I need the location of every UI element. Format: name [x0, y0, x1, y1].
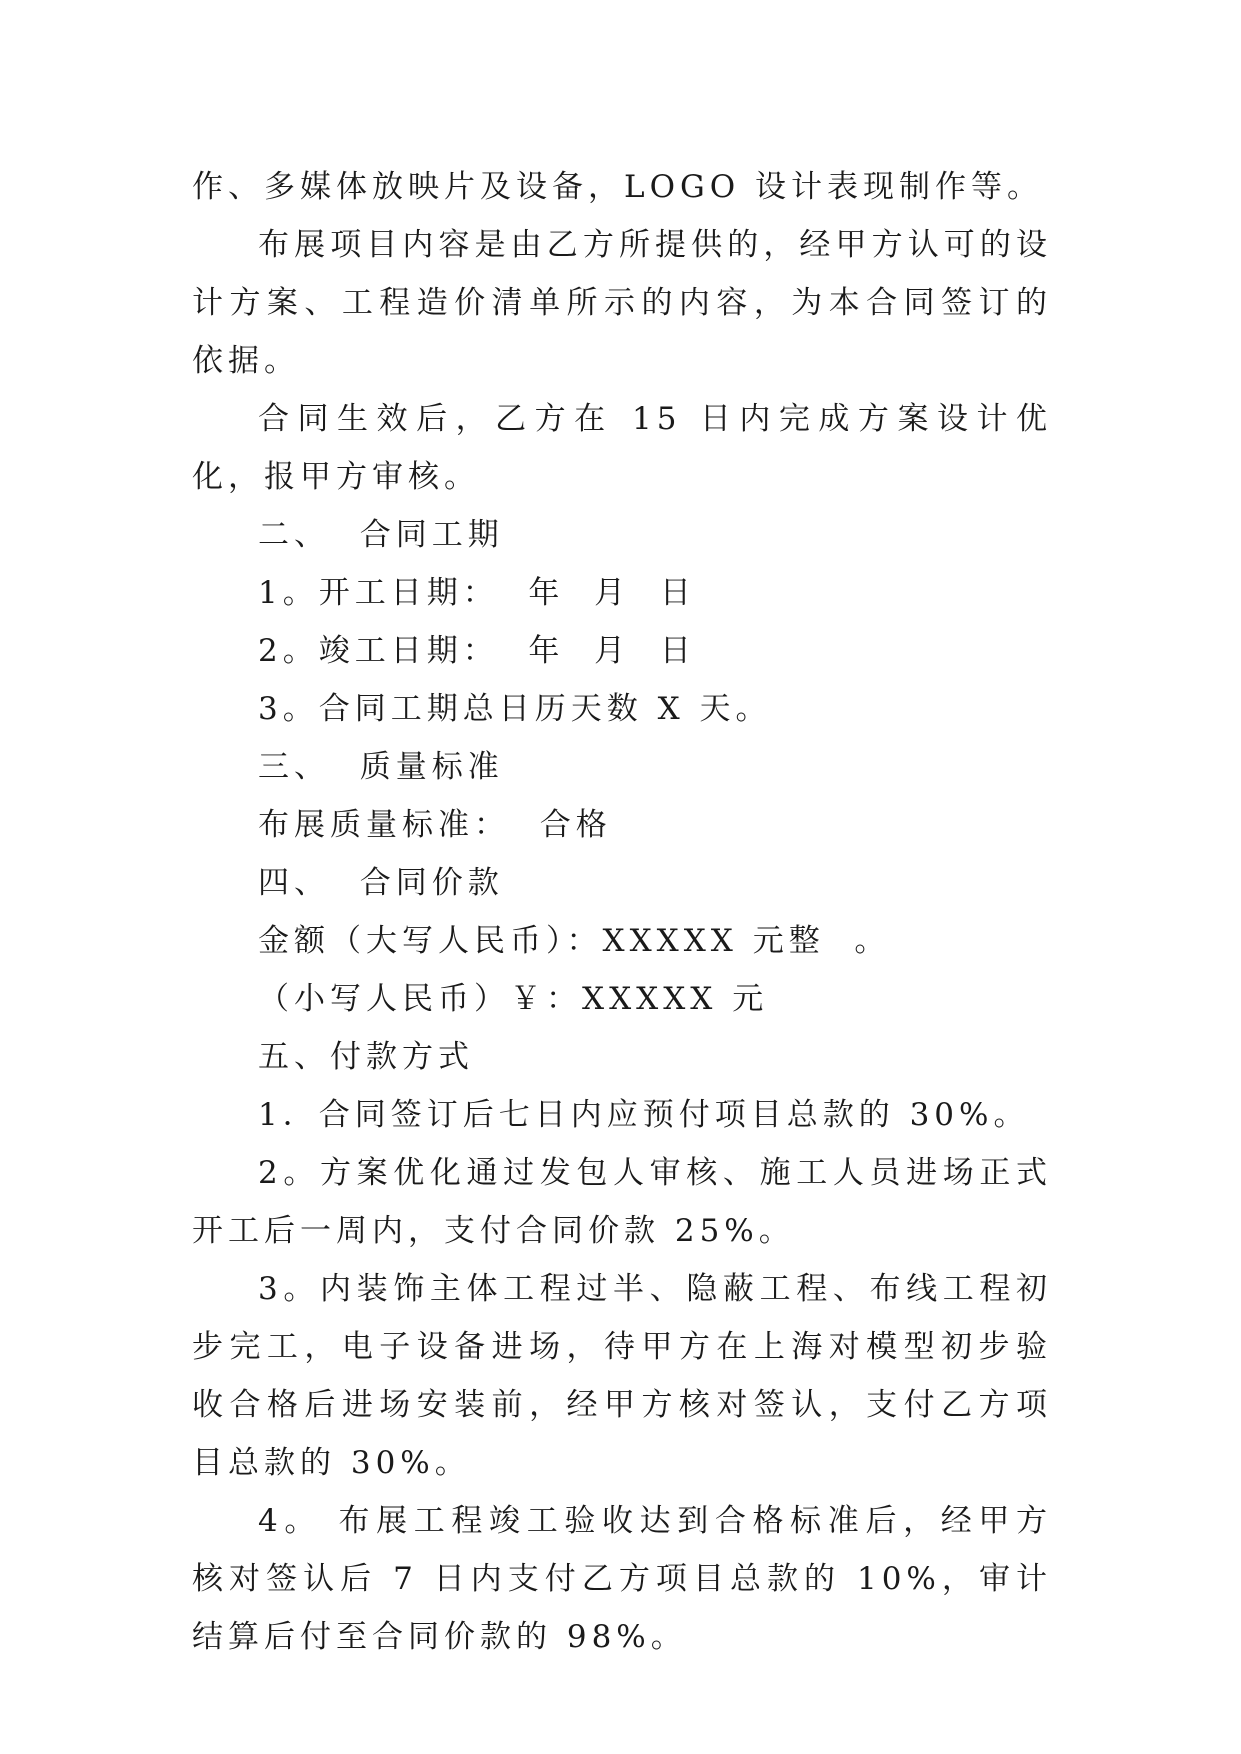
payment-term-4: 4。 布展工程竣工验收达到合格标准后，经甲方核对签认后 7 日内支付乙方项目总款的 10%，审计结算后付至合同价款的 98%。: [192, 1503, 1052, 1655]
payment-term-1: 1．合同签订后七日内应预付项目总款的 30%。: [258, 1097, 1030, 1133]
paragraph-design-optimization: 合同生效后，乙方在 15 日内完成方案设计优化，报甲方审核。: [192, 401, 1052, 495]
paragraph-continuation: 作、多媒体放映片及设备，LOGO 设计表现制作等。: [192, 169, 1044, 205]
list-item-total-days: 3。合同工期总日历天数 X 天。: [258, 691, 772, 727]
payment-term-2: 2。方案优化通过发包人审核、施工人员进场正式开工后一周内，支付合同价款 25%。: [192, 1155, 1052, 1249]
section-heading-contract-period: 二、 合同工期: [258, 517, 504, 553]
list-item-start-date: 1。开工日期： 年 月 日: [258, 575, 696, 611]
paragraph-quality-standard: 布展质量标准： 合格: [258, 807, 612, 843]
paragraph-amount-uppercase: 金额（大写人民币）：XXXXX 元整 。: [258, 923, 891, 959]
section-heading-contract-price: 四、 合同价款: [258, 865, 504, 901]
paragraph-amount-lowercase: （小写人民币）￥：XXXXX 元: [258, 981, 769, 1017]
section-heading-payment-method: 五、付款方式: [258, 1039, 474, 1075]
payment-term-3: 3。内装饰主体工程过半、隐蔽工程、布线工程初步完工，电子设备进场，待甲方在上海对模型初步验收合格后进场安装前，经甲方核对签认，支付乙方项目总款的 30%。: [192, 1271, 1052, 1481]
paragraph-scope: 布展项目内容是由乙方所提供的，经甲方认可的设计方案、工程造价清单所示的内容，为本合同签订的依据。: [192, 227, 1052, 379]
section-heading-quality-standard: 三、 质量标准: [258, 749, 504, 785]
document-page: [192, 158, 1052, 1666]
list-item-completion-date: 2。竣工日期： 年 月 日: [258, 633, 696, 669]
